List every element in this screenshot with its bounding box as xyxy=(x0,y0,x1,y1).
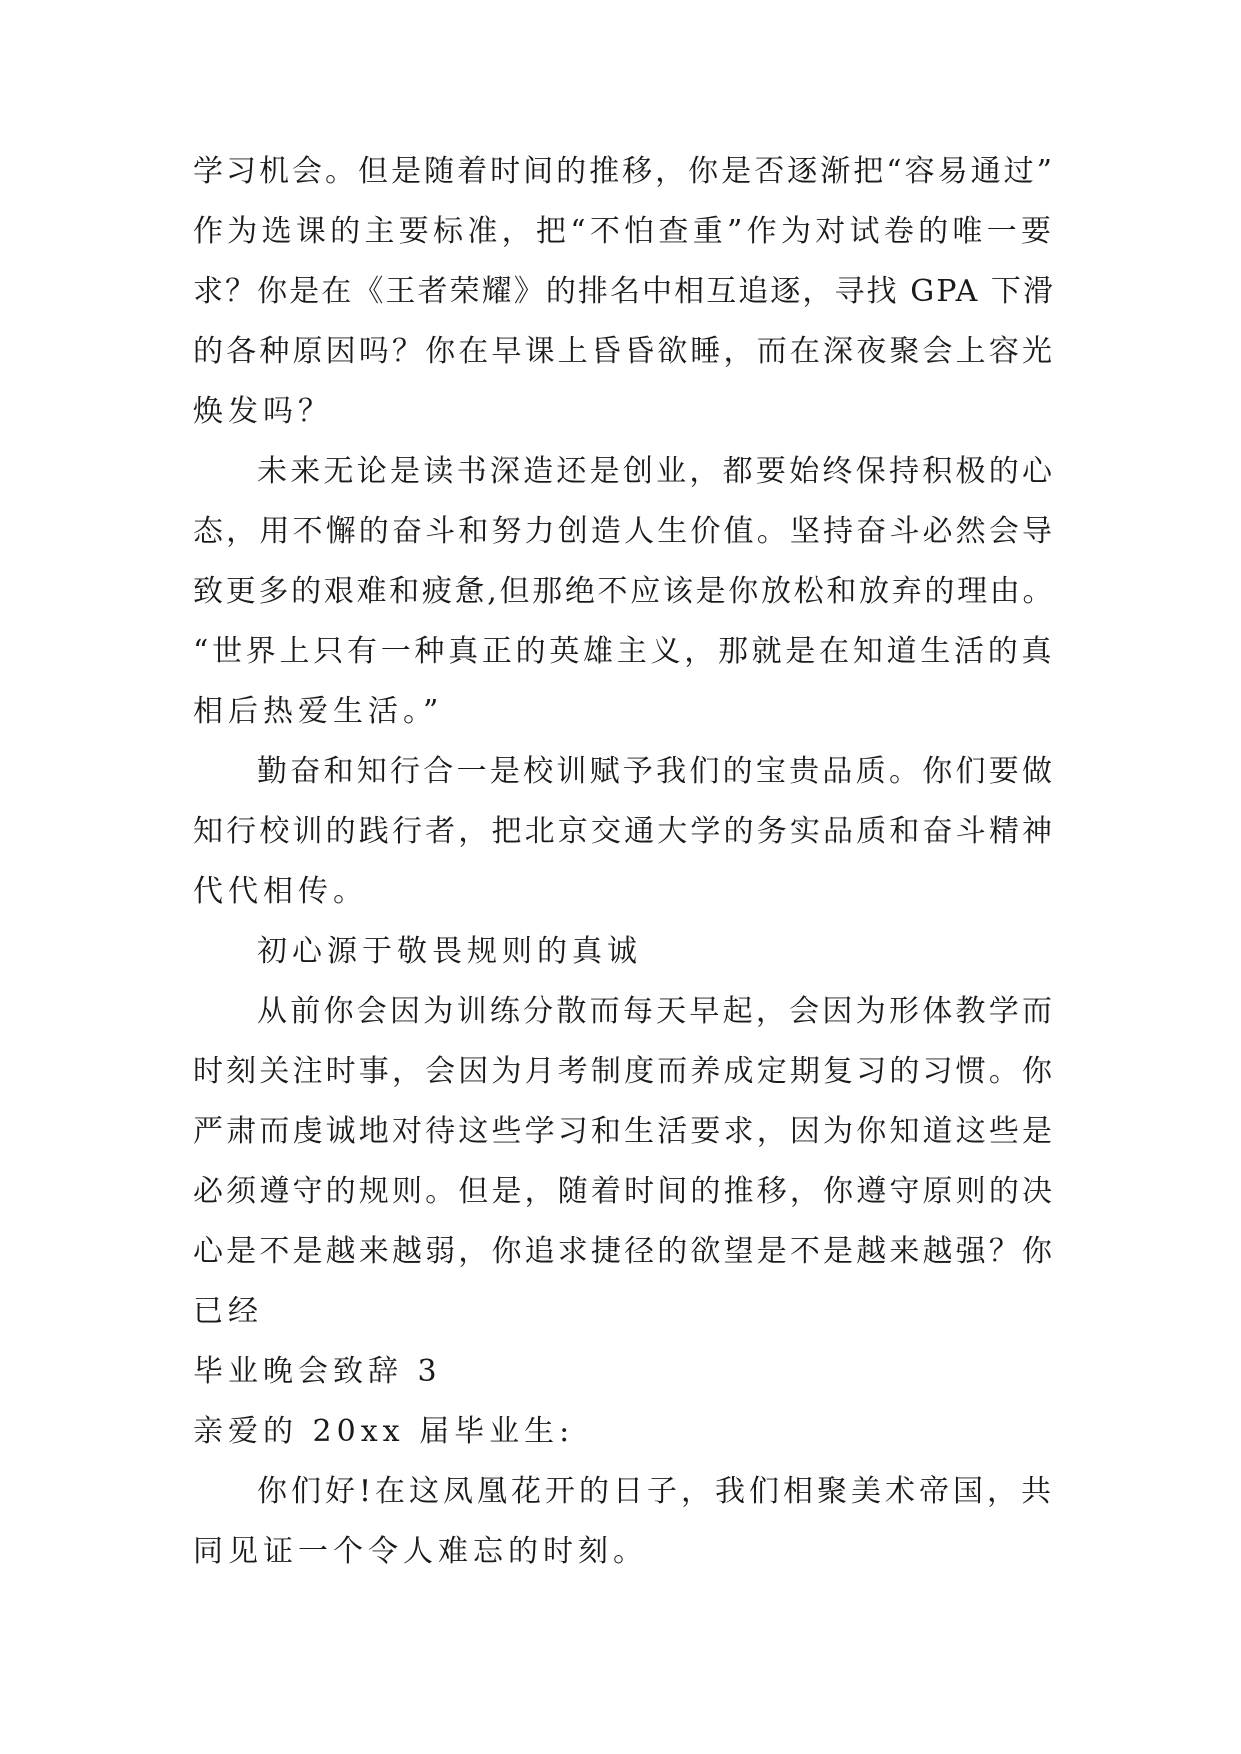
section-title xyxy=(193,1342,1055,1402)
text-line: 相后热爱生活。” xyxy=(193,694,444,729)
text-line: 勤奋和知行合一是校训赋予我们的宝贵品质。你们要做 xyxy=(257,754,1055,789)
document-body xyxy=(193,142,1055,1582)
text-line: 初心源于敬畏规则的真诚 xyxy=(257,934,642,969)
text-line: 亲爱的 20xx 届毕业生: xyxy=(193,1414,575,1449)
text-line: 求？你是在《王者荣耀》的排名中相互追逐，寻找 GPA 下滑 xyxy=(193,274,1055,309)
paragraph-8 xyxy=(193,1462,1055,1582)
text-line: 严肃而虔诚地对待这些学习和生活要求，因为你知道这些是 xyxy=(193,1114,1055,1149)
text-line: 时刻关注时事，会因为月考制度而养成定期复习的习惯。你 xyxy=(193,1054,1055,1089)
text-line: 的各种原因吗？你在早课上昏昏欲睡，而在深夜聚会上容光 xyxy=(193,334,1055,369)
text-line: 焕发吗？ xyxy=(193,394,333,429)
section-subheading xyxy=(193,922,1055,982)
text-line: 学习机会。但是随着时间的推移，你是否逐渐把“容易通过” xyxy=(193,154,1055,189)
text-line: 代代相传。 xyxy=(193,874,368,909)
paragraph-5 xyxy=(193,982,1055,1342)
text-line: “世界上只有一种真正的英雄主义，那就是在知道生活的真 xyxy=(193,634,1055,669)
text-line: 知行校训的践行者，把北京交通大学的务实品质和奋斗精神 xyxy=(193,814,1055,849)
text-line: 态，用不懈的奋斗和努力创造人生价值。坚持奋斗必然会导 xyxy=(193,514,1055,549)
text-line: 必须遵守的规则。但是，随着时间的推移，你遵守原则的决 xyxy=(193,1174,1055,1209)
text-line: 已经 xyxy=(193,1294,263,1329)
text-line: 毕业晚会致辞 3 xyxy=(193,1354,442,1389)
salutation xyxy=(193,1402,1055,1462)
paragraph-3 xyxy=(193,742,1055,922)
text-line: 心是不是越来越弱，你追求捷径的欲望是不是越来越强？你 xyxy=(193,1234,1055,1269)
text-line: 作为选课的主要标准，把“不怕查重”作为对试卷的唯一要 xyxy=(193,214,1055,249)
text-line: 从前你会因为训练分散而每天早起，会因为形体教学而 xyxy=(257,994,1055,1029)
text-line: 同见证一个令人难忘的时刻。 xyxy=(193,1534,648,1569)
paragraph-1 xyxy=(193,142,1055,442)
text-line: 致更多的艰难和疲惫,但那绝不应该是你放松和放弃的理由。 xyxy=(193,574,1055,609)
text-line: 未来无论是读书深造还是创业，都要始终保持积极的心 xyxy=(257,454,1055,489)
text-line: 你们好!在这凤凰花开的日子，我们相聚美术帝国，共 xyxy=(257,1474,1056,1509)
paragraph-2 xyxy=(193,442,1055,742)
